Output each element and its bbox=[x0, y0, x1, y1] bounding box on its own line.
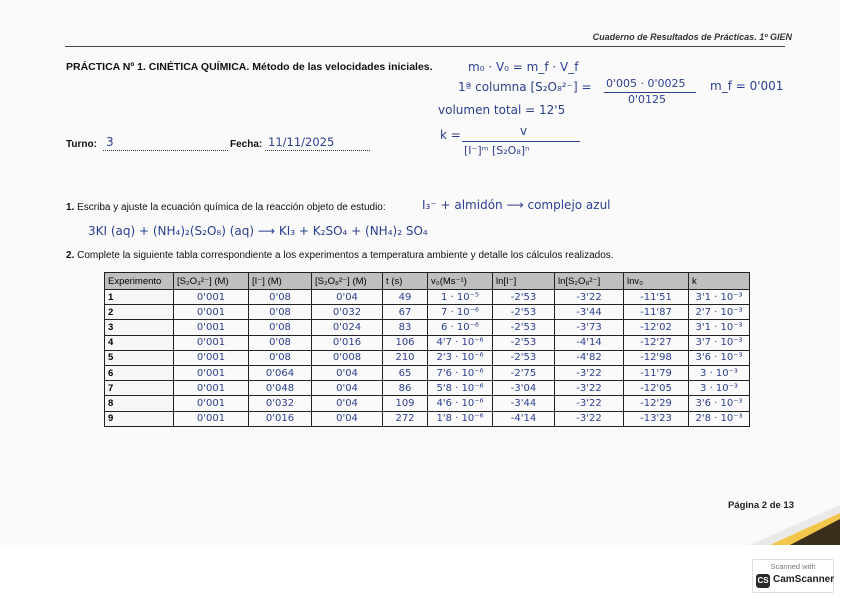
cell-thiosulfate: 0'001 bbox=[174, 305, 249, 320]
column-header-ln-iodide: ln[I⁻] bbox=[493, 273, 555, 290]
fecha-value: 11/11/2025 bbox=[268, 135, 335, 149]
cell-time: 272 bbox=[383, 411, 428, 426]
cell-ln-rate: -11'79 bbox=[624, 365, 689, 380]
cell-ln-persulfate: -3'22 bbox=[555, 381, 624, 396]
cell-initial-rate: 1'8 · 10⁻⁶ bbox=[428, 411, 493, 426]
cell-ln-rate: -12'27 bbox=[624, 335, 689, 350]
fecha-line bbox=[265, 150, 370, 151]
cell-experimento: 3 bbox=[105, 320, 174, 335]
total-volume-note: volumen total = 12'5 bbox=[438, 103, 566, 117]
cell-ln-rate: -13'23 bbox=[624, 411, 689, 426]
cell-persulfate: 0'04 bbox=[312, 396, 383, 411]
cell-ln-persulfate: -3'22 bbox=[555, 365, 624, 380]
cell-ln-iodide: -3'44 bbox=[493, 396, 555, 411]
question-2-text: Complete la siguiente tabla correspondiente a los experimentos a temperatura ambiente y detalle los cálculos realizados. bbox=[77, 250, 614, 261]
practice-title: PRÁCTICA Nº 1. CINÉTICA QUÍMICA. Método de las velocidades iniciales. bbox=[66, 61, 433, 73]
cell-ln-rate: -12'98 bbox=[624, 350, 689, 365]
cell-ln-persulfate: -3'22 bbox=[555, 396, 624, 411]
cell-persulfate: 0'032 bbox=[312, 305, 383, 320]
column-header-iodide: [I⁻] (M) bbox=[249, 273, 312, 290]
cell-k: 3'1 · 10⁻³ bbox=[689, 320, 750, 335]
cell-persulfate: 0'016 bbox=[312, 335, 383, 350]
column-header-initial-rate: v₀(Ms⁻¹) bbox=[428, 273, 493, 290]
cell-ln-iodide: -2'53 bbox=[493, 290, 555, 305]
cell-k: 3'6 · 10⁻³ bbox=[689, 350, 750, 365]
turno-label: Turno: bbox=[66, 139, 97, 150]
dilution-note: m₀ · V₀ = m_f · V_f bbox=[468, 60, 579, 74]
table-row bbox=[105, 365, 750, 380]
k-formula-denominator: [I⁻]ᵐ [S₂O₈]ⁿ bbox=[464, 144, 530, 157]
cell-experimento: 1 bbox=[105, 290, 174, 305]
cell-k: 3 · 10⁻³ bbox=[689, 365, 750, 380]
k-formula-label: k = bbox=[440, 128, 461, 142]
k-fraction-line bbox=[462, 141, 580, 142]
cell-persulfate: 0'024 bbox=[312, 320, 383, 335]
cell-iodide: 0'064 bbox=[249, 365, 312, 380]
column-header-k: k bbox=[689, 273, 750, 290]
table-row bbox=[105, 396, 750, 411]
page-corner-shadow bbox=[750, 505, 840, 545]
cell-persulfate: 0'04 bbox=[312, 381, 383, 396]
cell-ln-rate: -12'05 bbox=[624, 381, 689, 396]
question-1-answer-equation: 3KI (aq) + (NH₄)₂(S₂O₈) (aq) ⟶ KI₃ + K₂SO₄ + (NH₄)₂ SO₄ bbox=[88, 224, 428, 238]
cell-time: 106 bbox=[383, 335, 428, 350]
k-formula-numerator: v bbox=[520, 124, 528, 138]
cell-experimento: 6 bbox=[105, 365, 174, 380]
cell-ln-rate: -11'87 bbox=[624, 305, 689, 320]
page-number: Página 2 de 13 bbox=[727, 500, 794, 511]
cell-thiosulfate: 0'001 bbox=[174, 320, 249, 335]
question-1-answer-short: I₃⁻ + almidón ⟶ complejo azul bbox=[422, 198, 611, 212]
cell-persulfate: 0'04 bbox=[312, 365, 383, 380]
question-1-text: Escriba y ajuste la ecuación química de la reacción objeto de estudio: bbox=[77, 202, 386, 213]
cell-experimento: 4 bbox=[105, 335, 174, 350]
cell-ln-iodide: -3'04 bbox=[493, 381, 555, 396]
cell-thiosulfate: 0'001 bbox=[174, 381, 249, 396]
cell-time: 67 bbox=[383, 305, 428, 320]
camscanner-watermark bbox=[752, 559, 834, 593]
question-2 bbox=[66, 250, 614, 261]
cell-time: 210 bbox=[383, 350, 428, 365]
table-row bbox=[105, 411, 750, 426]
first-column-numerator: 0'005 · 0'0025 bbox=[606, 77, 686, 90]
table-row bbox=[105, 305, 750, 320]
camscanner-name: CamScanner bbox=[773, 574, 835, 585]
cell-initial-rate: 6 · 10⁻⁶ bbox=[428, 320, 493, 335]
cell-persulfate: 0'04 bbox=[312, 290, 383, 305]
cell-ln-rate: -11'51 bbox=[624, 290, 689, 305]
question-2-number: 2. bbox=[66, 250, 75, 261]
cell-time: 86 bbox=[383, 381, 428, 396]
cell-initial-rate: 7'6 · 10⁻⁶ bbox=[428, 365, 493, 380]
cell-thiosulfate: 0'001 bbox=[174, 350, 249, 365]
cell-ln-persulfate: -3'73 bbox=[555, 320, 624, 335]
table-row bbox=[105, 320, 750, 335]
turno-value: 3 bbox=[106, 135, 114, 149]
cell-k: 3'6 · 10⁻³ bbox=[689, 396, 750, 411]
column-header-thiosulfate: [S₂O₃²⁻] (M) bbox=[174, 273, 249, 290]
cell-experimento: 8 bbox=[105, 396, 174, 411]
column-header-experimento: Experimento bbox=[105, 273, 174, 290]
table-row bbox=[105, 381, 750, 396]
fecha-label: Fecha: bbox=[230, 139, 263, 150]
column-header-persulfate: [S₂O₈²⁻] (M) bbox=[312, 273, 383, 290]
notebook-header: Cuaderno de Resultados de Prácticas. 1º GIEN bbox=[592, 32, 792, 42]
cell-iodide: 0'016 bbox=[249, 411, 312, 426]
cell-iodide: 0'08 bbox=[249, 335, 312, 350]
cell-initial-rate: 7 · 10⁻⁶ bbox=[428, 305, 493, 320]
cell-thiosulfate: 0'001 bbox=[174, 335, 249, 350]
cell-k: 3 · 10⁻³ bbox=[689, 381, 750, 396]
camscanner-logo-icon: CS bbox=[756, 574, 770, 588]
cell-initial-rate: 4'6 · 10⁻⁶ bbox=[428, 396, 493, 411]
cell-thiosulfate: 0'001 bbox=[174, 411, 249, 426]
cell-ln-iodide: -2'53 bbox=[493, 320, 555, 335]
cell-ln-iodide: -2'53 bbox=[493, 335, 555, 350]
scanned-with-text: Scanned with bbox=[770, 562, 816, 571]
cell-time: 49 bbox=[383, 290, 428, 305]
cell-ln-persulfate: -4'82 bbox=[555, 350, 624, 365]
table-row bbox=[105, 290, 750, 305]
cell-ln-persulfate: -4'14 bbox=[555, 335, 624, 350]
cell-experimento: 5 bbox=[105, 350, 174, 365]
first-column-label: 1ª columna [S₂O₈²⁻] = bbox=[458, 80, 592, 94]
cell-thiosulfate: 0'001 bbox=[174, 290, 249, 305]
cell-ln-persulfate: -3'44 bbox=[555, 305, 624, 320]
cell-k: 3'1 · 10⁻³ bbox=[689, 290, 750, 305]
cell-ln-persulfate: -3'22 bbox=[555, 290, 624, 305]
cell-experimento: 7 bbox=[105, 381, 174, 396]
final-concentration-note: m_f = 0'001 bbox=[710, 79, 784, 93]
cell-iodide: 0'08 bbox=[249, 305, 312, 320]
cell-k: 2'8 · 10⁻³ bbox=[689, 411, 750, 426]
cell-k: 3'7 · 10⁻³ bbox=[689, 335, 750, 350]
cell-iodide: 0'08 bbox=[249, 320, 312, 335]
header-rule bbox=[65, 46, 785, 47]
cell-thiosulfate: 0'001 bbox=[174, 396, 249, 411]
cell-ln-persulfate: -3'22 bbox=[555, 411, 624, 426]
table-row bbox=[105, 335, 750, 350]
cell-iodide: 0'08 bbox=[249, 350, 312, 365]
cell-initial-rate: 5'8 · 10⁻⁶ bbox=[428, 381, 493, 396]
results-table bbox=[104, 272, 750, 427]
table-header-row bbox=[105, 273, 750, 290]
cell-ln-iodide: -2'53 bbox=[493, 305, 555, 320]
cell-time: 65 bbox=[383, 365, 428, 380]
cell-ln-iodide: -2'53 bbox=[493, 350, 555, 365]
first-column-denominator: 0'0125 bbox=[628, 93, 667, 106]
cell-time: 83 bbox=[383, 320, 428, 335]
cell-ln-rate: -12'29 bbox=[624, 396, 689, 411]
turno-line bbox=[103, 150, 228, 151]
cell-time: 109 bbox=[383, 396, 428, 411]
question-1-number: 1. bbox=[66, 202, 75, 213]
cell-initial-rate: 4'7 · 10⁻⁶ bbox=[428, 335, 493, 350]
cell-k: 2'7 · 10⁻³ bbox=[689, 305, 750, 320]
column-header-ln-persulfate: ln[S₂O₈²⁻] bbox=[555, 273, 624, 290]
cell-thiosulfate: 0'001 bbox=[174, 365, 249, 380]
cell-iodide: 0'08 bbox=[249, 290, 312, 305]
cell-persulfate: 0'008 bbox=[312, 350, 383, 365]
cell-iodide: 0'032 bbox=[249, 396, 312, 411]
question-1 bbox=[66, 202, 386, 213]
cell-persulfate: 0'04 bbox=[312, 411, 383, 426]
cell-ln-rate: -12'02 bbox=[624, 320, 689, 335]
cell-initial-rate: 1 · 10⁻⁵ bbox=[428, 290, 493, 305]
column-header-time: t (s) bbox=[383, 273, 428, 290]
column-header-ln-rate: lnv₀ bbox=[624, 273, 689, 290]
cell-iodide: 0'048 bbox=[249, 381, 312, 396]
cell-ln-iodide: -4'14 bbox=[493, 411, 555, 426]
table-row bbox=[105, 350, 750, 365]
cell-experimento: 9 bbox=[105, 411, 174, 426]
cell-ln-iodide: -2'75 bbox=[493, 365, 555, 380]
cell-initial-rate: 2'3 · 10⁻⁶ bbox=[428, 350, 493, 365]
cell-experimento: 2 bbox=[105, 305, 174, 320]
